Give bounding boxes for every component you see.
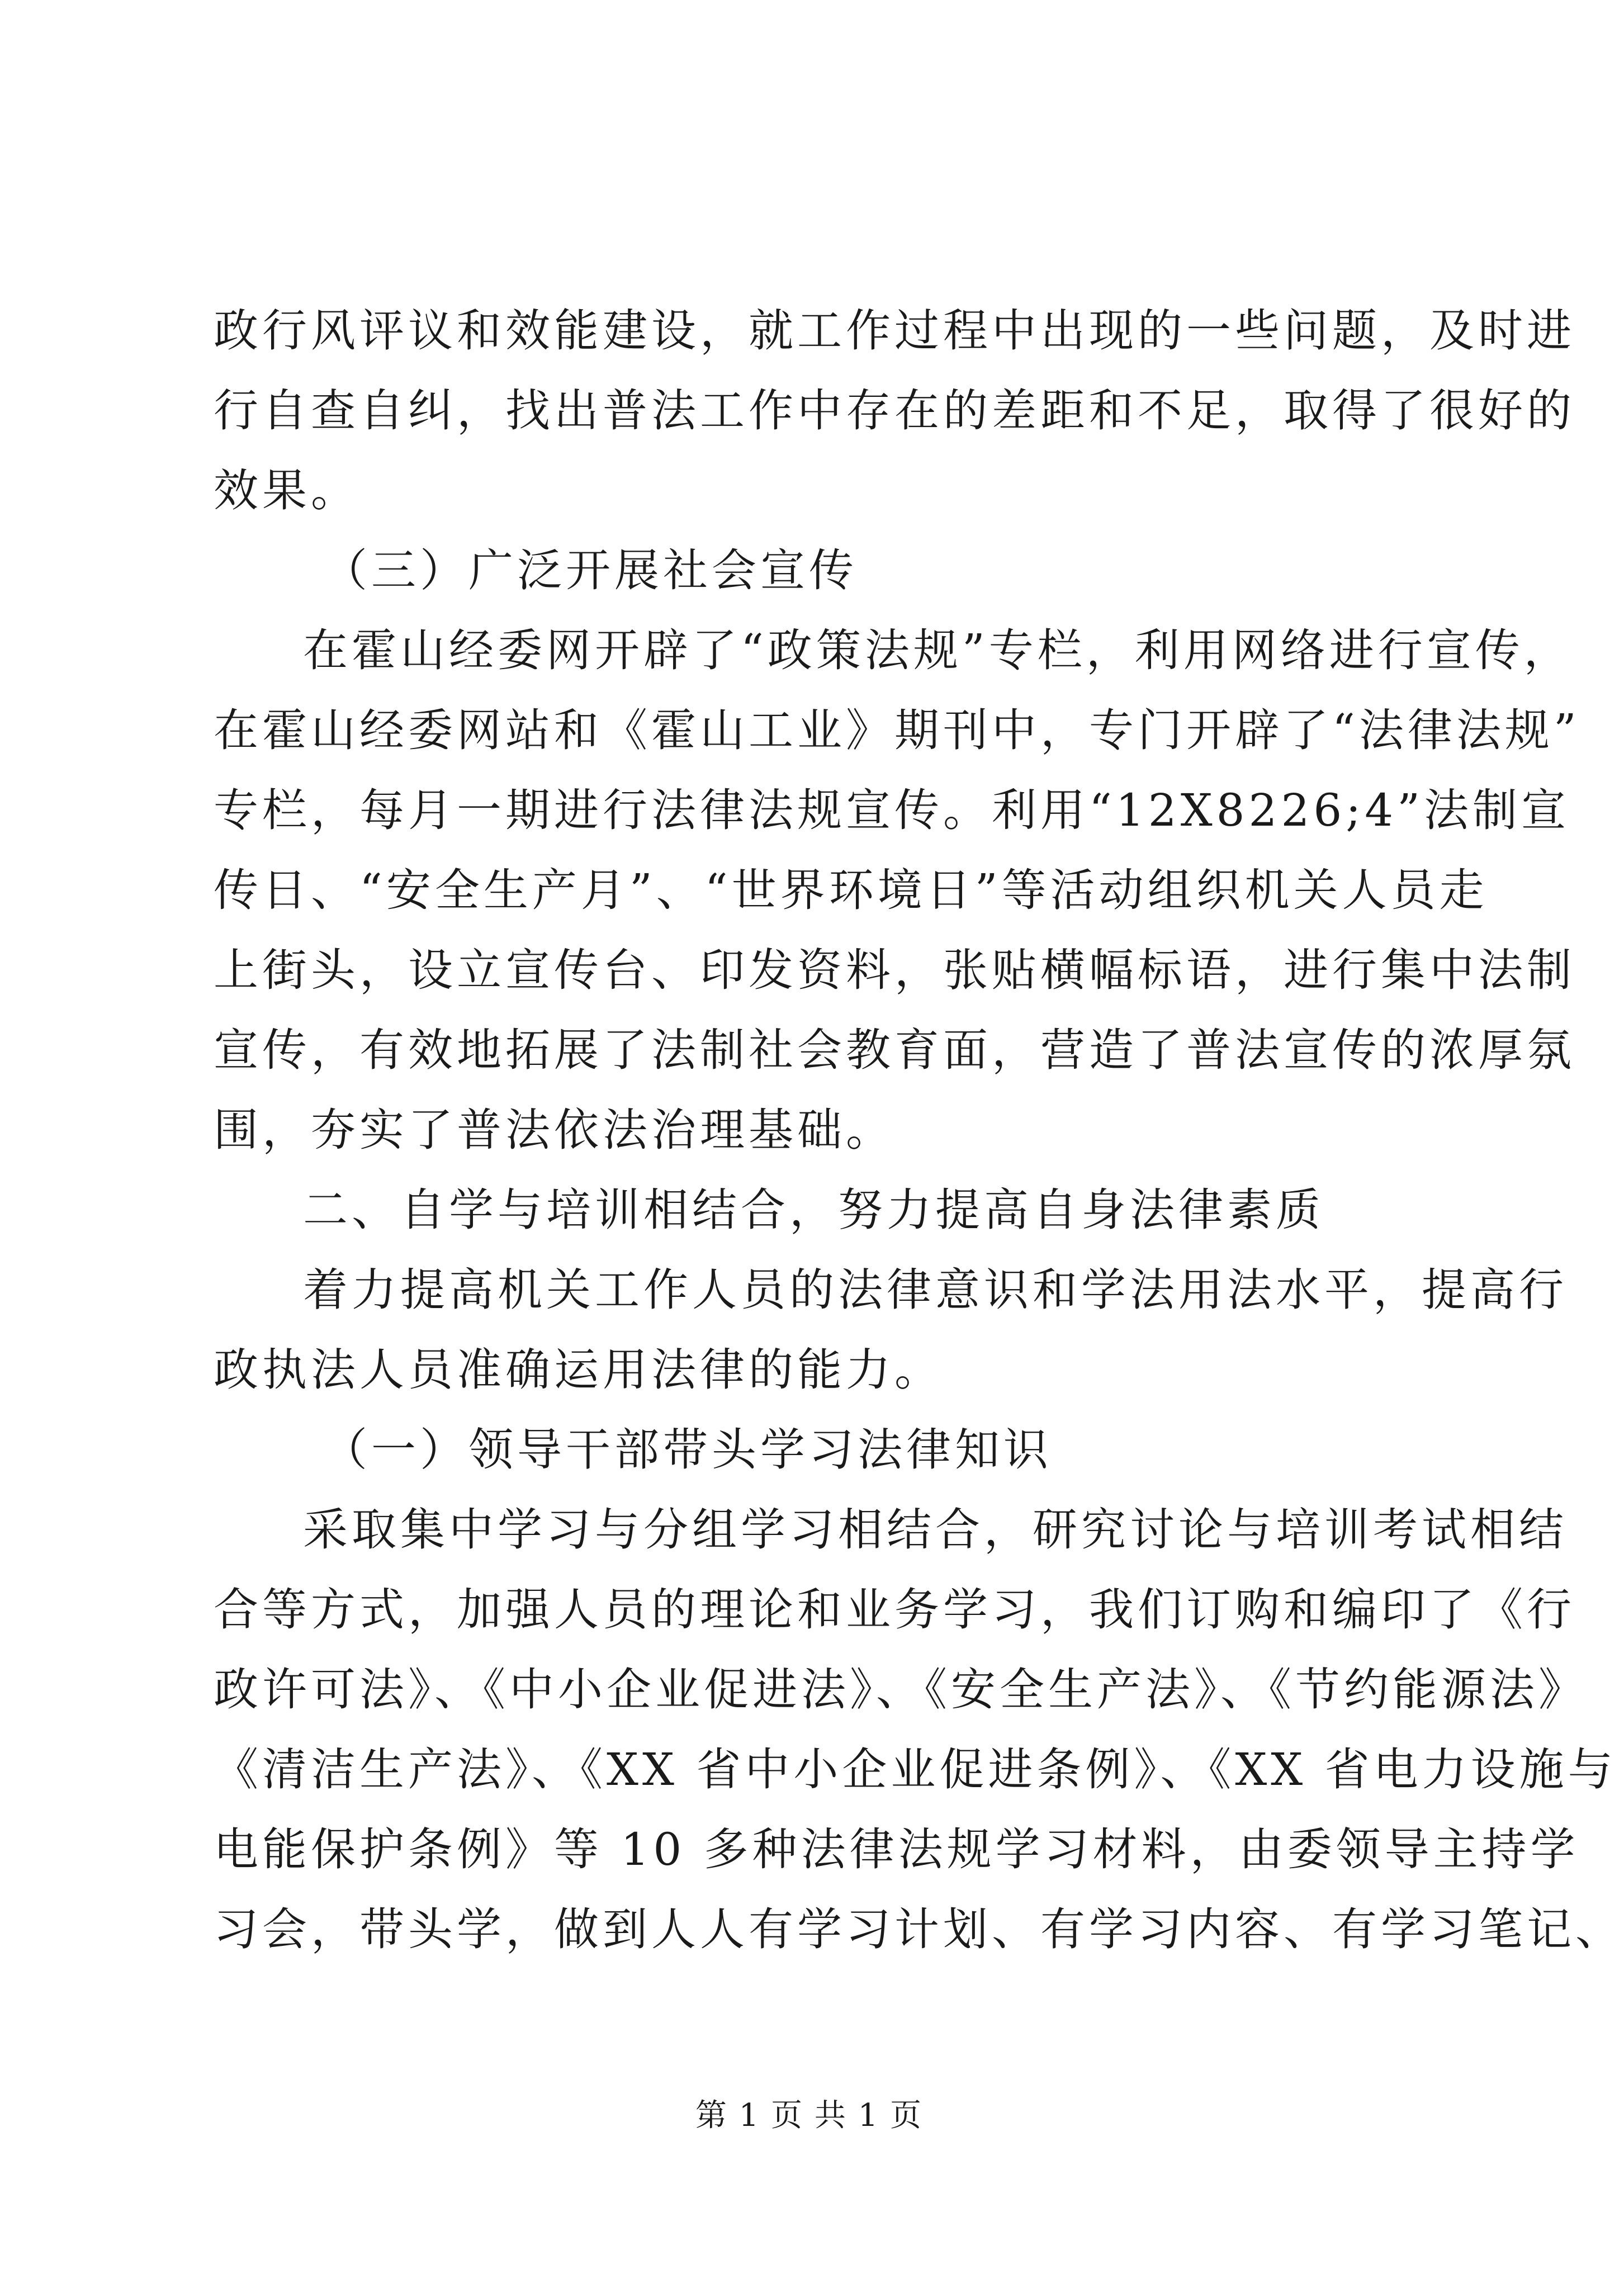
text-line: 行自查自纠，找出普法工作中存在的差距和不足，取得了很好的: [214, 385, 1575, 437]
document-body: [214, 291, 1624, 1969]
text-line: 效果。: [214, 465, 359, 517]
text-line: 在霍山经委网站和《霍山工业》期刊中，专门开辟了“法律法规”: [214, 704, 1580, 756]
text-line: 上街头，设立宣传台、印发资料，张贴横幅标语，进行集中法制: [214, 944, 1575, 996]
page-footer: 第 1 页 共 1 页: [695, 2097, 923, 2134]
section-heading: （一）领导干部带头学习法律知识: [323, 1424, 1052, 1476]
text-line: 电能保护条例》等 10 多种法律法规学习材料，由委领导主持学: [214, 1823, 1579, 1875]
text-line: 传日、“安全生产月”、“世界环境日”等活动组织机关人员走: [214, 864, 1488, 916]
paragraph-first-line: 在霍山经委网开辟了“政策法规”专栏，利用网络进行宣传，: [303, 624, 1573, 676]
text-line: 《清洁生产法》、《XX 省中小企业促进条例》、《XX 省电力设施与: [214, 1744, 1617, 1796]
text-line: 合等方式，加强人员的理论和业务学习，我们订购和编印了《行: [214, 1584, 1575, 1636]
text-line: 围，夯实了普法依法治理基础。: [214, 1104, 894, 1156]
section-heading: 二、自学与培训相结合，努力提高自身法律素质: [303, 1184, 1324, 1236]
paragraph-first-line: 着力提高机关工作人员的法律意识和学法用法水平，提高行: [303, 1264, 1568, 1316]
text-line: 习会，带头学，做到人人有学习计划、有学习内容、有学习笔记、: [214, 1903, 1624, 1955]
paragraph-first-line: 采取集中学习与分组学习相结合，研究讨论与培训考试相结: [303, 1504, 1568, 1556]
text-line: 政行风评议和效能建设，就工作过程中出现的一些问题，及时进: [214, 305, 1575, 357]
text-line: 政执法人员准确运用法律的能力。: [214, 1344, 943, 1396]
text-line: 宣传，有效地拓展了法制社会教育面，营造了普法宣传的浓厚氛: [214, 1024, 1575, 1076]
section-heading: （三）广泛开展社会宣传: [323, 544, 858, 596]
text-line: 政许可法》、《中小企业促进法》、《安全生产法》、《节约能源法》: [214, 1664, 1587, 1716]
text-line: 专栏，每月一期进行法律法规宣传。利用“12X8226;4”法制宣: [214, 784, 1570, 836]
